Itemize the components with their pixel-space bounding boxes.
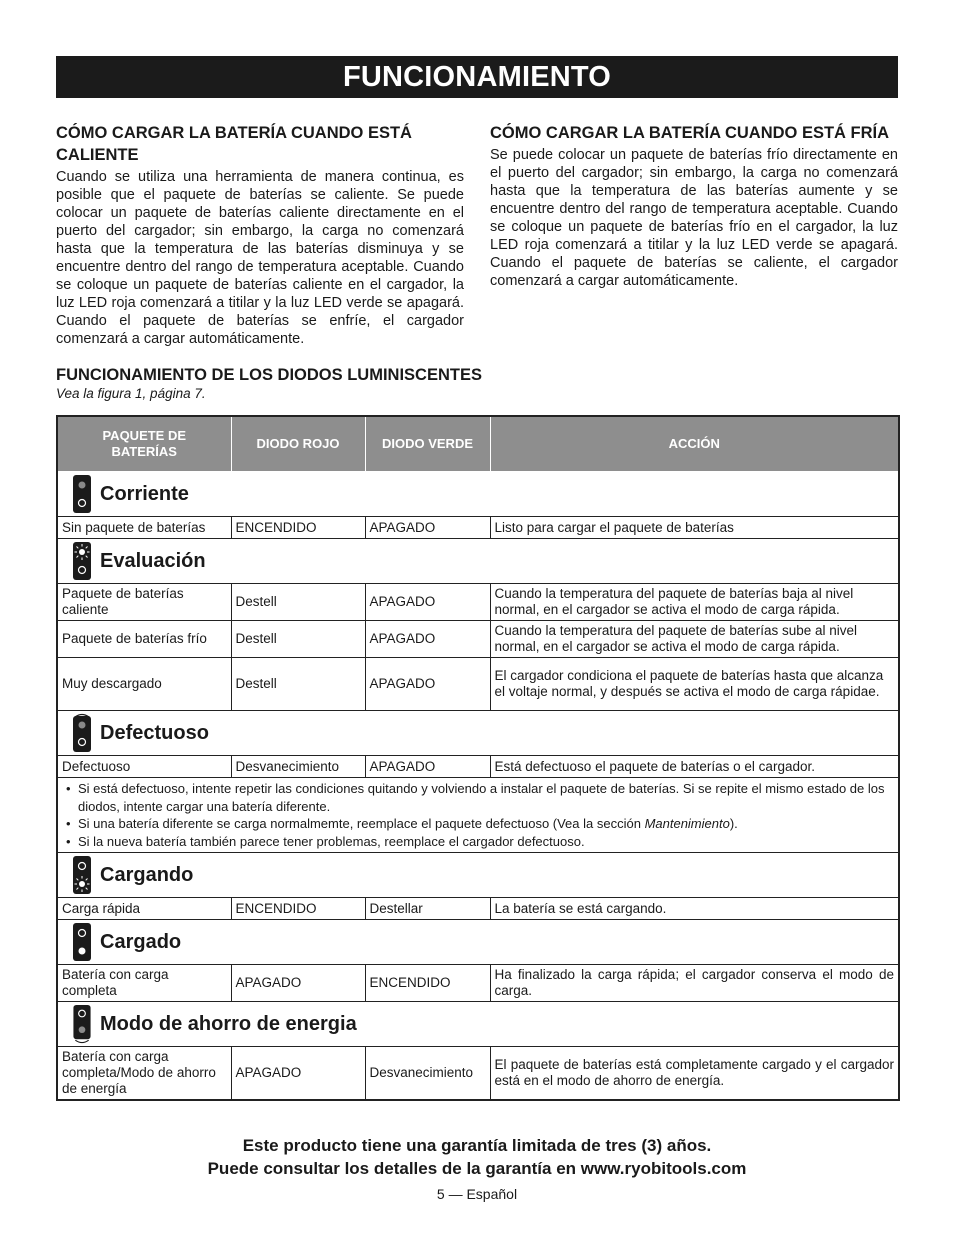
table-row (57, 1047, 899, 1101)
cold-battery-heading: CÓMO CARGAR LA BATERÍA CUANDO ESTÁ FRÍA (490, 124, 890, 142)
table-row (57, 517, 899, 539)
section-title-cargado: Cargado (100, 931, 182, 953)
defect-notes (57, 778, 899, 853)
hot-battery-heading: CÓMO CARGAR LA BATERÍA CUANDO ESTÁ CALIENTE (56, 124, 412, 164)
cell-green: APAGADO (365, 517, 490, 539)
warranty-line-1: Este producto tiene una garantía limitada de tres (3) años. (242, 1136, 712, 1155)
section-evaluacion (57, 539, 899, 584)
section-cargado (57, 920, 899, 965)
led-heading: FUNCIONAMIENTO DE LOS DIODOS LUMINISCENTES (56, 366, 482, 384)
hot-battery-section (56, 122, 464, 348)
cell-green: APAGADO (365, 658, 490, 711)
cell-red: APAGADO (231, 1047, 365, 1101)
cold-battery-body: Se puede colocar un paquete de baterías frío directamente en el puerto del cargador; sin embargo, la carga no comenzará hasta que la temperatura de las baterías aumente y se encuentre dentro del rango de temperatura aceptable. Cuando se coloque un paquete de baterías frío en el cargador, la luz LED roja comenzará a titilar y la luz LED verde se apagará. Cuando el paquete de baterías se caliente, el cargador comenzará a cargar automáticamente. (490, 147, 898, 289)
cell-red: Destell (231, 584, 365, 621)
cell-pack: Defectuoso (57, 756, 231, 778)
cell-green: APAGADO (365, 756, 490, 778)
warranty-line-2: Puede consultar los detalles de la garantía en www.ryobitools.com (207, 1159, 747, 1178)
cell-action: El paquete de baterías está completamente cargado y el cargador está en el modo de ahorro de energía. (490, 1047, 899, 1101)
led-green-fade-icon (72, 1004, 92, 1044)
cell-action: Está defectuoso el paquete de baterías o el cargador. (490, 756, 899, 778)
section-title-corriente: Corriente (100, 483, 189, 505)
cell-red: APAGADO (231, 965, 365, 1002)
note-text: Si una batería diferente se carga normalmemte, reemplace el paquete defectuoso (Vea la sección (78, 816, 645, 831)
cell-green: APAGADO (365, 584, 490, 621)
cell-red: Destell (231, 621, 365, 658)
section-cargando (57, 853, 899, 898)
table-row (57, 965, 899, 1002)
header-pack: PAQUETE DE BATERÍAS (57, 416, 231, 472)
table-row (57, 621, 899, 658)
cell-pack: Carga rápida (57, 898, 231, 920)
title-banner (56, 56, 898, 98)
table-row (57, 898, 899, 920)
cell-action: Cuando la temperatura del paquete de baterías sube al nivel normal, en el cargador se activa el modo de carga rápida. (490, 621, 899, 658)
cell-action: El cargador condiciona el paquete de baterías hasta que alcanza el voltaje normal, y después se activa el modo de carga rápidae. (490, 658, 899, 711)
cell-red: Desvanecimiento (231, 756, 365, 778)
note-item: • Si está defectuoso, intente repetir las condiciones quitando y volviendo a instalar el paquete de baterías. Si se repite el mismo estado de los diodos, intente cargar una batería diferente. (66, 780, 890, 815)
cell-red: ENCENDIDO (231, 517, 365, 539)
header-red: DIODO ROJO (231, 416, 365, 472)
warranty-note (56, 1134, 898, 1180)
note-item (66, 815, 890, 833)
cell-pack: Batería con carga completa (57, 965, 231, 1002)
table-row (57, 756, 899, 778)
note-item: • Si la nueva batería también parece tener problemas, reemplace el cargador defectuoso. (66, 833, 890, 851)
cell-green: Destellar (365, 898, 490, 920)
cell-red: Destell (231, 658, 365, 711)
section-corriente (57, 472, 899, 517)
led-red-on-icon (72, 474, 92, 514)
note-section-name: Mantenimiento (644, 816, 730, 831)
table-row (57, 584, 899, 621)
led-red-flash-icon (72, 541, 92, 581)
cell-action: Listo para cargar el paquete de baterías (490, 517, 899, 539)
led-red-fade-icon (72, 713, 92, 753)
cell-green: Desvanecimiento (365, 1047, 490, 1101)
cell-action: La batería se está cargando. (490, 898, 899, 920)
led-section (56, 364, 898, 402)
table-header (57, 416, 899, 472)
header-green: DIODO VERDE (365, 416, 490, 472)
cell-pack: Paquete de baterías caliente (57, 584, 231, 621)
cell-pack: Batería con carga completa/Modo de ahorro de energía (57, 1047, 231, 1101)
cell-action: Ha finalizado la carga rápida; el cargador conserva el modo de carga. (490, 965, 899, 1002)
section-ahorro (57, 1002, 899, 1047)
section-defectuoso (57, 711, 899, 756)
section-title-ahorro: Modo de ahorro de energia (100, 1013, 357, 1035)
section-title-evaluacion: Evaluación (100, 550, 206, 572)
cell-green: APAGADO (365, 621, 490, 658)
cell-action: Cuando la temperatura del paquete de baterías baja al nivel normal, en el cargador se activa el modo de carga rápida. (490, 584, 899, 621)
table-row (57, 658, 899, 711)
page-title: FUNCIONAMIENTO (342, 61, 612, 93)
led-table (56, 415, 900, 1101)
cold-battery-section (490, 122, 898, 290)
led-green-flash-icon (72, 855, 92, 895)
note-text: ). (729, 816, 738, 831)
section-title-defectuoso: Defectuoso (100, 722, 209, 744)
figure-reference: Vea la figura 1, página 7. (56, 386, 206, 401)
cell-red: ENCENDIDO (231, 898, 365, 920)
cell-green: ENCENDIDO (365, 965, 490, 1002)
section-title-cargando: Cargando (100, 864, 194, 886)
cell-pack: Paquete de baterías frío (57, 621, 231, 658)
led-green-on-icon (72, 922, 92, 962)
header-action: ACCIÓN (490, 416, 899, 472)
cell-pack: Sin paquete de baterías (57, 517, 231, 539)
page-number: 5 — Español (436, 1186, 518, 1202)
cell-pack: Muy descargado (57, 658, 231, 711)
hot-battery-body: Cuando se utiliza una herramienta de manera continua, es posible que el paquete de baterías se caliente. Se puede colocar un paquete de baterías caliente directamente en el puerto del cargador; sin embargo, la carga no comenzará hasta que la temperatura de las baterías disminuya y se encuentre dentro del rango de temperatura aceptable. Cuando se coloque un paquete de baterías caliente en el cargador, la luz LED roja comenzará a titilar y la luz LED verde se apagará. Cuando el paquete de baterías se enfríe, el cargador comenzará a cargar automáticamente. (56, 169, 464, 347)
